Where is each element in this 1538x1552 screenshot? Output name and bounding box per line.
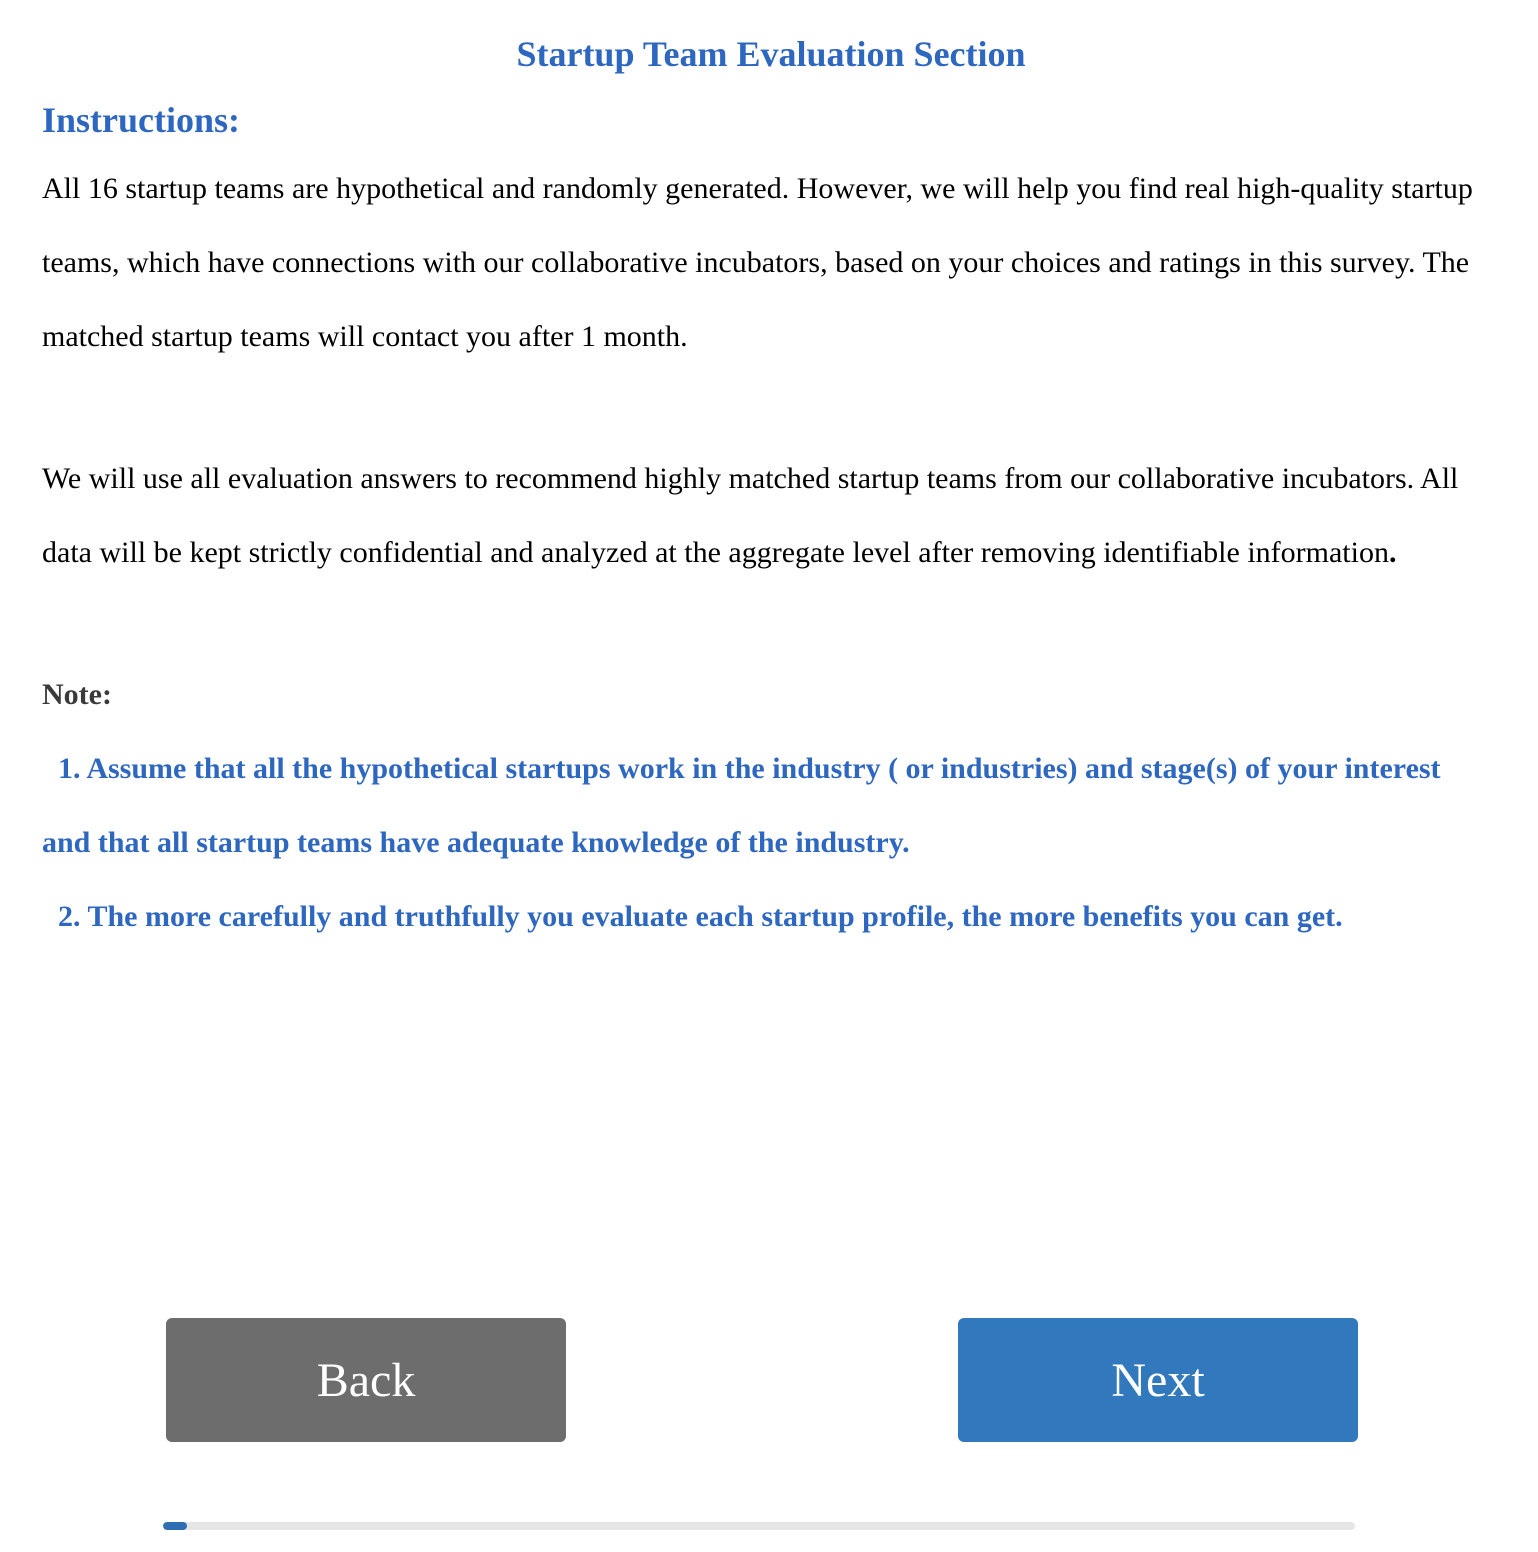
page-title: Startup Team Evaluation Section [516,34,1026,74]
note-item-2 [42,880,1492,954]
progress-bar-fill [163,1522,187,1530]
note-item-1-text: 1. Assume that all the hypothetical startups work in the industry ( or industries) and stage(s) of your interest and that all startup teams have adequate knowledge of the industry. [42,752,1441,859]
note-item-2-text: 2. The more carefully and truthfully you evaluate each startup profile, the more benefits you can get. [58,900,1343,933]
note-item-1 [42,732,1492,880]
instructions-paragraph-1: All 16 startup teams are hypothetical and randomly generated. However, we will help you find real high-quality startup teams, which have connections with our collaborative incubators, based on your choices and ratings in this survey. The matched startup teams will contact you after 1 month. [42,172,1473,353]
survey-content [42,26,1492,954]
instructions-paragraph-2 [42,442,1492,590]
progress-bar [163,1522,1355,1530]
instructions-heading: Instructions: [42,100,241,140]
next-button[interactable]: Next [958,1318,1358,1442]
note-label: Note: [42,678,112,711]
instructions-paragraph-2-text: We will use all evaluation answers to recommend highly matched startup teams from our collaborative incubators. All data will be kept strictly confidential and analyzed at the aggregate level after removing identifiable information [42,462,1459,569]
instructions-paragraph-2-period: . [1388,536,1397,569]
back-button[interactable]: Back [166,1318,566,1442]
